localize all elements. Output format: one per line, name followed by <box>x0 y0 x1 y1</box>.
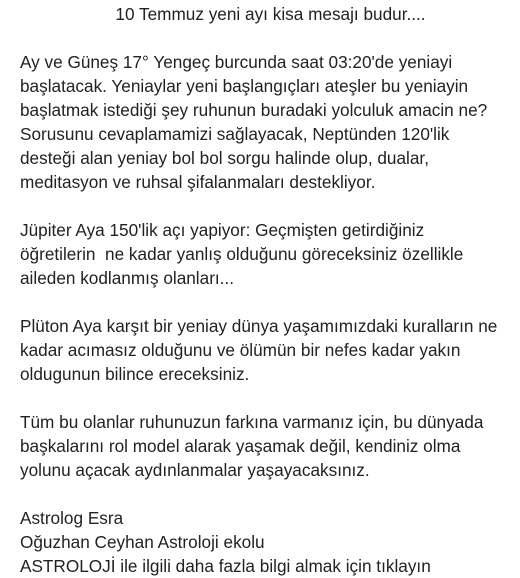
paragraph-line: başlatmak istediği şey ruhunun buradaki yolculuk amacin ne? <box>20 100 488 120</box>
paragraph-pluto <box>20 314 515 386</box>
paragraph-line: öğretilerin ne kadar yanlış olduğunu göreceksiniz özellikle <box>20 244 464 264</box>
signature-school: Oğuzhan Ceyhan Astroloji ekolu <box>20 532 265 552</box>
paragraph-line: desteği alan yeniay bol bol sorgu halinde olup, dualar, <box>20 148 429 168</box>
paragraph-awakening <box>20 410 515 482</box>
signature-cutoff-line: ASTROLOJİ ile ilgili daha fazla bilgi almak için tıklayın <box>20 556 431 576</box>
paragraph-line: başkalarını rol model alarak yaşamak değil, kendiniz olma <box>20 436 461 456</box>
paragraph-jupiter <box>20 218 515 290</box>
paragraph-line: Plüton Aya karşıt bir yeniay dünya yaşamımızdaki kuralların ne <box>20 316 498 336</box>
message-body <box>20 2 515 576</box>
paragraph-line: Jüpiter Aya 150'lik açı yapiyor: Geçmişten getirdiğiniz <box>20 220 425 240</box>
paragraph-line: başlatacak. Yeniaylar yeni başlangıçları ateşler bu yeniayin <box>20 76 469 96</box>
paragraph-line: meditasyon ve ruhsal şifalanmaları destekliyor. <box>20 172 376 192</box>
paragraph-line: aileden kodlanmış olanları... <box>20 268 235 288</box>
paragraph-line: Tüm bu olanlar ruhunuzun farkına varmanız için, bu dünyada <box>20 412 484 432</box>
paragraph-line: yolunu açacak aydınlanmalar yaşayacaksınız. <box>20 460 370 480</box>
paragraph-line: kadar acımasız olduğunu ve ölümün bir nefes kadar yakın <box>20 340 461 360</box>
signature <box>20 506 515 576</box>
message-heading: 10 Temmuz yeni ayı kisa mesajı budur.... <box>115 4 426 24</box>
paragraph-line: oldugunun bilince ereceksiniz. <box>20 364 250 384</box>
paragraph-new-moon <box>20 50 515 194</box>
paragraph-line: Ay ve Güneş 17° Yengeç burcunda saat 03:20'de yeniayi <box>20 52 453 72</box>
signature-name: Astrolog Esra <box>20 508 124 528</box>
paragraph-line: Sorusunu cevaplamamizi sağlayacak, Neptünden 120'lik <box>20 124 450 144</box>
